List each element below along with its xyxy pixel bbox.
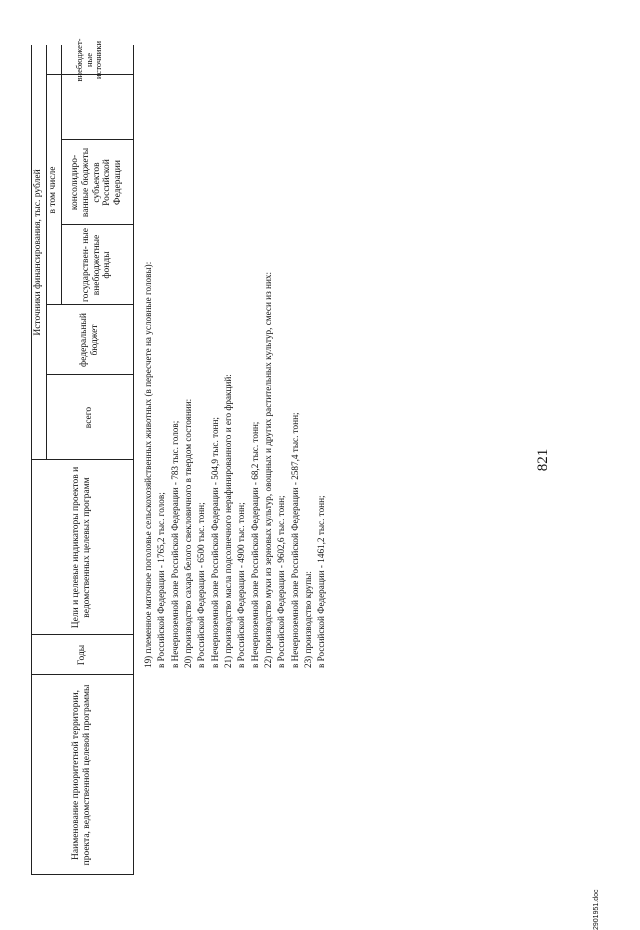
goal-line: в Нечерноземной зоне Российской Федерации - 504,9 тыс. тонн; bbox=[209, 417, 220, 668]
goal-line: 20) производство сахара белого свекловичного в твердом состоянии: bbox=[182, 398, 193, 668]
header-name: Наименование приоритетной территории, проекта, ведомственной целевой программы bbox=[71, 684, 92, 866]
rotated-page bbox=[15, 38, 615, 930]
goal-line: 19) племенное маточное поголовье сельскохозяйственных животных (в пересчете на условные головы): bbox=[143, 261, 153, 668]
goal-line: в Нечерноземной зоне Российской Федерации - 68,2 тыс. тонн; bbox=[249, 421, 260, 668]
goal-line: 22) производство муки из зерновых культур, овощных и других растительных культур, смеси из них: bbox=[262, 271, 273, 668]
document-filename: 2901951.doc bbox=[593, 889, 600, 930]
goal-line: 21) производство масла подсолнечного нерафинированного и его фракций: bbox=[222, 374, 233, 668]
header-federal: федеральный бюджет bbox=[78, 313, 100, 367]
header-state-funds: государствен- ные внебюджетные фонды bbox=[80, 227, 113, 302]
goal-line: в Российской Федерации - 6500 тыс. тонн; bbox=[196, 502, 207, 668]
goal-line: в Российской Федерации - 1461,2 тыс. тонн; bbox=[316, 495, 327, 668]
goal-line: в Российской Федерации - 4900 тыс. тонн; bbox=[236, 502, 247, 668]
header-years: Годы bbox=[76, 644, 87, 666]
header-regional: консолидиро- ванные бюджеты субъектов Российской Федерации bbox=[69, 147, 124, 218]
goal-line: 23) производство крупы: bbox=[302, 571, 313, 668]
goal-line: в Российской Федерации - 9602,6 тыс. тонн; bbox=[276, 495, 287, 668]
goal-line: в Российской Федерации - 1765,2 тыс. голов; bbox=[156, 492, 167, 668]
page-number: 821 bbox=[535, 448, 551, 472]
header-total: всего bbox=[84, 406, 95, 429]
header-extra: внебюджет- ные источники bbox=[73, 38, 104, 82]
goal-line: в Нечерноземной зоне Российской Федерации - 2587,4 тыс. тонн; bbox=[289, 412, 300, 668]
header-goals: Цели и целевые индикаторы проектов и ведомственных целевых программ bbox=[71, 466, 92, 629]
goals-text bbox=[143, 238, 330, 668]
header-sources: Источники финансирования, тыс. рублей bbox=[33, 169, 44, 336]
goal-line: в Нечерноземной зоне Российской Федерации - 783 тыс. голов; bbox=[169, 420, 180, 668]
header-including: в том числе bbox=[48, 166, 59, 214]
table-line-header-bottom bbox=[133, 45, 134, 875]
